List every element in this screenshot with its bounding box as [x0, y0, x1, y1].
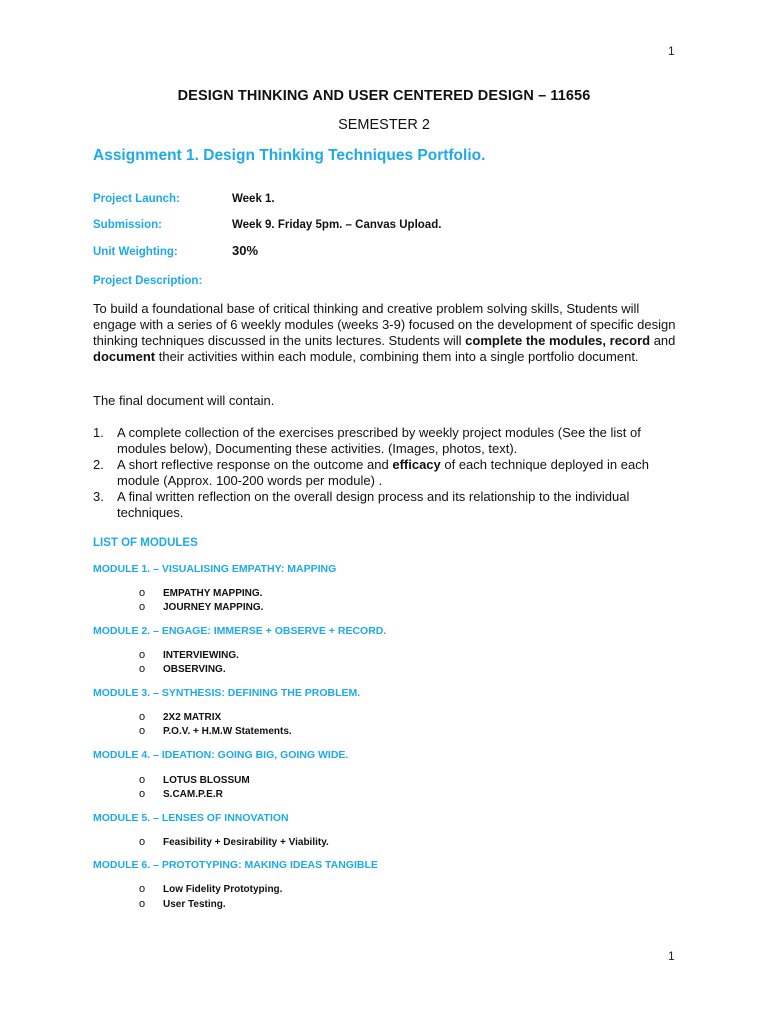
module-item	[139, 725, 292, 737]
list-item	[93, 489, 683, 521]
bullet-icon: o	[139, 725, 146, 737]
list-number: 3.	[93, 489, 104, 504]
list-item	[93, 457, 683, 489]
module-item	[139, 663, 226, 675]
list-of-modules-heading: LIST OF MODULES	[93, 537, 198, 549]
bullet-icon: o	[139, 587, 146, 599]
list-text: of each technique deployed in each module (Approx. 100-200 words per module) .	[117, 457, 649, 488]
module-heading: MODULE 6. – PROTOTYPING: MAKING IDEAS TANGIBLE	[93, 859, 378, 871]
bullet-icon: o	[139, 898, 146, 910]
description-paragraph	[93, 301, 678, 365]
meta-unit-weighting	[93, 243, 258, 258]
para-bold: document	[93, 349, 156, 364]
para-text: To build a foundational base of critical thinking and creative problem solving skills, Students will engage with a series of 6 weekly modules (weeks 3-9) focused on the development of specific design thinking techniques discussed in the units lectures. Students will	[93, 301, 676, 348]
bullet-icon: o	[139, 663, 146, 675]
meta-key: Unit Weighting:	[93, 246, 178, 258]
list-text: A short reflective response on the outcome and	[117, 457, 393, 472]
project-description-label: Project Description:	[93, 275, 203, 287]
meta-submission	[93, 219, 441, 231]
list-item	[93, 425, 683, 457]
module-item-text: 2X2 MATRIX	[163, 712, 222, 723]
module-heading: MODULE 3. – SYNTHESIS: DEFINING THE PROBLEM.	[93, 687, 361, 699]
module-item-text: EMPATHY MAPPING.	[163, 588, 263, 599]
para-bold: complete the modules, record	[465, 333, 651, 348]
list-text: A final written reflection on the overall design process and its relationship to the individual techniques.	[117, 489, 630, 520]
final-document-paragraph: The final document will contain.	[93, 393, 275, 408]
module-item	[139, 836, 329, 848]
module-item-text: User Testing.	[163, 899, 226, 910]
list-number: 2.	[93, 457, 104, 472]
module-heading: MODULE 1. – VISUALISING EMPATHY: MAPPING	[93, 563, 337, 575]
module-item-text: P.O.V. + H.M.W Statements.	[163, 726, 292, 737]
module-item-text: Low Fidelity Prototyping.	[163, 884, 283, 895]
meta-project-launch	[93, 193, 275, 205]
list-text: A complete collection of the exercises prescribed by weekly project modules (See the list of modules below), Documenting these activities. (Images, photos, text).	[117, 425, 641, 456]
module-item-text: S.CAM.P.E.R	[163, 789, 223, 800]
module-item-text: LOTUS BLOSSUM	[163, 775, 250, 786]
bullet-icon: o	[139, 711, 146, 723]
module-item	[139, 883, 282, 895]
list-number: 1.	[93, 425, 104, 440]
module-heading: MODULE 4. – IDEATION: GOING BIG, GOING WIDE.	[93, 749, 349, 761]
module-item-text: JOURNEY MAPPING.	[163, 602, 264, 613]
module-item	[139, 649, 239, 661]
module-item	[139, 587, 262, 599]
assignment-heading: Assignment 1. Design Thinking Techniques Portfolio.	[93, 147, 486, 164]
module-item	[139, 788, 223, 800]
contents-list	[93, 425, 683, 521]
para-text: their activities within each module, combining them into a single portfolio document.	[155, 349, 639, 364]
module-item-text: OBSERVING.	[163, 664, 226, 675]
meta-key: Project Launch:	[93, 193, 180, 205]
bullet-icon: o	[139, 788, 146, 800]
semester-heading: SEMESTER 2	[338, 117, 430, 133]
module-item-text: INTERVIEWING.	[163, 650, 239, 661]
para-text: and	[650, 333, 676, 348]
bullet-icon: o	[139, 774, 146, 786]
page-number-bottom: 1	[668, 949, 675, 963]
bullet-icon: o	[139, 883, 146, 895]
list-bold: efficacy	[392, 457, 441, 472]
module-heading: MODULE 5. – LENSES OF INNOVATION	[93, 812, 289, 824]
module-heading: MODULE 2. – ENGAGE: IMMERSE + OBSERVE + RECORD.	[93, 625, 387, 637]
module-item	[139, 774, 250, 786]
bullet-icon: o	[139, 836, 146, 848]
bullet-icon: o	[139, 601, 146, 613]
page-number-top: 1	[668, 44, 675, 58]
meta-key: Submission:	[93, 219, 163, 231]
module-item-text: Feasibility + Desirability + Viability.	[163, 837, 329, 848]
meta-value: Week 1.	[232, 193, 275, 205]
module-item	[139, 898, 226, 910]
document-title: DESIGN THINKING AND USER CENTERED DESIGN – 11656	[177, 88, 591, 104]
module-item	[139, 601, 263, 613]
module-item	[139, 711, 221, 723]
meta-value: 30%	[232, 243, 259, 258]
bullet-icon: o	[139, 649, 146, 661]
meta-value: Week 9. Friday 5pm. – Canvas Upload.	[232, 219, 442, 231]
